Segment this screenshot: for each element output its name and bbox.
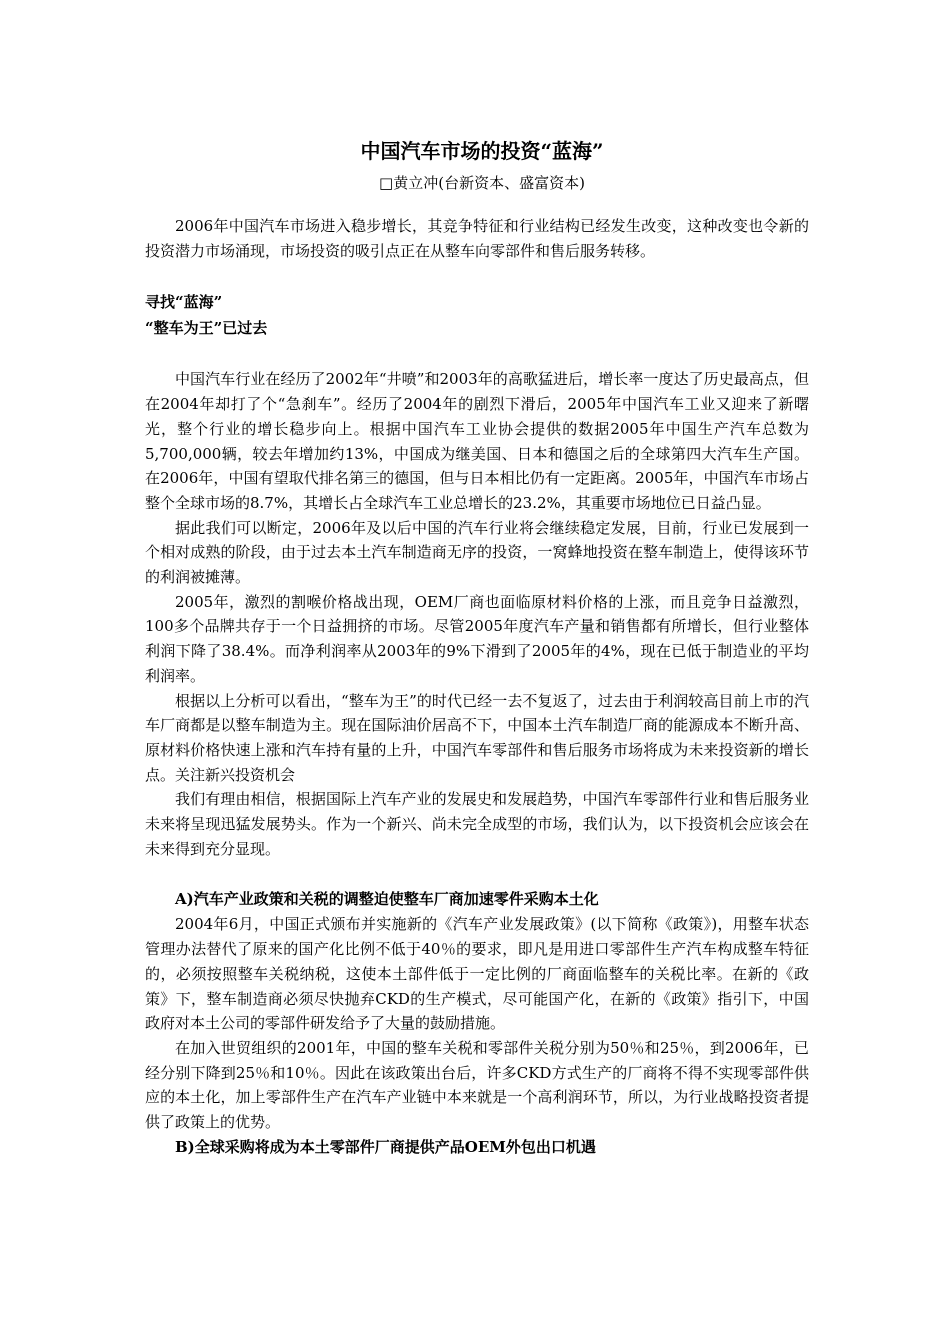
article-author: □黄立冲(台新资本、盛富资本) bbox=[379, 174, 585, 192]
body-paragraph: 2004年6月，中国正式颁布并实施新的《汽车产业发展政策》(以下简称《政策》)，用整车状态管理办法替代了原来的国产化比例不低于40％的要求，即凡是用进口零部件生产汽车构成整车特征的，必须按照整车关税纳税，这使本土部件低于一定比例的厂商面临整车的关税比率。在新的《政策》下，整车制造商必须尽快抛弃CKD的生产模式，尽可能国产化，在新的《政策》指引下，中国政府对本土公司的零部件研发给予了大量的鼓励措施。 bbox=[145, 915, 809, 1033]
spacer bbox=[145, 341, 809, 367]
section-b-heading: B)全球采购将成为本土零部件厂商提供产品OEM外包出口机遇 bbox=[175, 1137, 596, 1156]
body-paragraph: 在加入世贸组织的2001年，中国的整车关税和零部件关税分别为50％和25％，到2006年，已经分别下降到25％和10％。因此在该政策出台后，许多CKD方式生产的厂商将不得不实现零部件供应的本土化，加上零部件生产在汽车产业链中本来就是一个高利润环节，所以，为行业战略投资者提供了政策上的优势。 bbox=[145, 1038, 809, 1132]
body-paragraph: 2005年，激烈的割喉价格战出现，OEM厂商也面临原材料价格的上涨，而且竞争日益激烈，100多个品牌共存于一个日益拥挤的市场。尽管2005年度汽车产量和销售都有所增长，但行业整体利润下降了38.4%。而净利润率从2003年的9%下滑到了2005年的4%，现在已低于制造业的平均利润率。 bbox=[145, 592, 809, 685]
spacer bbox=[145, 263, 809, 289]
section-heading: 寻找“蓝海” bbox=[145, 293, 223, 312]
section-subheading: “整车为王”已过去 bbox=[145, 319, 268, 338]
body-paragraph: 据此我们可以断定，2006年及以后中国的汽车行业将会继续稳定发展，目前，行业已发展到一个相对成熟的阶段，由于过去本土汽车制造商无序的投资，一窝蜂地投资在整车制造上，使得该环节的利润被摊薄。 bbox=[145, 518, 809, 587]
article-title: 中国汽车市场的投资“蓝海” bbox=[360, 139, 604, 163]
article-body bbox=[145, 132, 809, 1160]
intro-paragraph: 2006年中国汽车市场进入稳步增长，其竞争特征和行业结构已经发生改变，这种改变也令新的投资潜力市场涌现，市场投资的吸引点正在从整车向零部件和售后服务转移。 bbox=[145, 217, 809, 260]
body-paragraph: 根据以上分析可以看出，“整车为王”的时代已经一去不复返了，过去由于利润较高目前上市的汽车厂商都是以整车制造为主。现在国际油价居高不下，中国本土汽车制造厂商的能源成本不断升高、原材料价格快速上涨和汽车持有量的上升，中国汽车零部件和售后服务市场将成为未来投资新的增长点。关注新兴投资机会 bbox=[145, 691, 809, 784]
section-a-heading: A)汽车产业政策和关税的调整迫使整车厂商加速零件采购本土化 bbox=[175, 890, 599, 909]
spacer bbox=[145, 861, 809, 887]
body-paragraph: 中国汽车行业在经历了2002年“井喷”和2003年的高歌猛进后，增长率一度达了历史最高点，但在2004年却打了个“急刹车”。经历了2004年的剧烈下滑后，2005年中国汽车工业又迎来了新曙光，整个行业的增长稳步向上。根据中国汽车工业协会提供的数据2005年中国生产汽车总数为5,700,000辆，较去年增加约13%，中国成为继美国、日本和德国之后的全球第四大汽车生产国。在2006年，中国有望取代排名第三的德国，但与日本相比仍有一定距离。2005年，中国汽车市场占整个全球市场的8.7%，其增长占全球汽车工业总增长的23.2%，其重要市场地位已日益凸显。 bbox=[145, 370, 809, 512]
body-paragraph: 我们有理由相信，根据国际上汽车产业的发展史和发展趋势，中国汽车零部件行业和售后服务业未来将呈现迅猛发展势头。作为一个新兴、尚未完全成型的市场，我们认为，以下投资机会应该会在未来得到充分显现。 bbox=[145, 790, 809, 858]
